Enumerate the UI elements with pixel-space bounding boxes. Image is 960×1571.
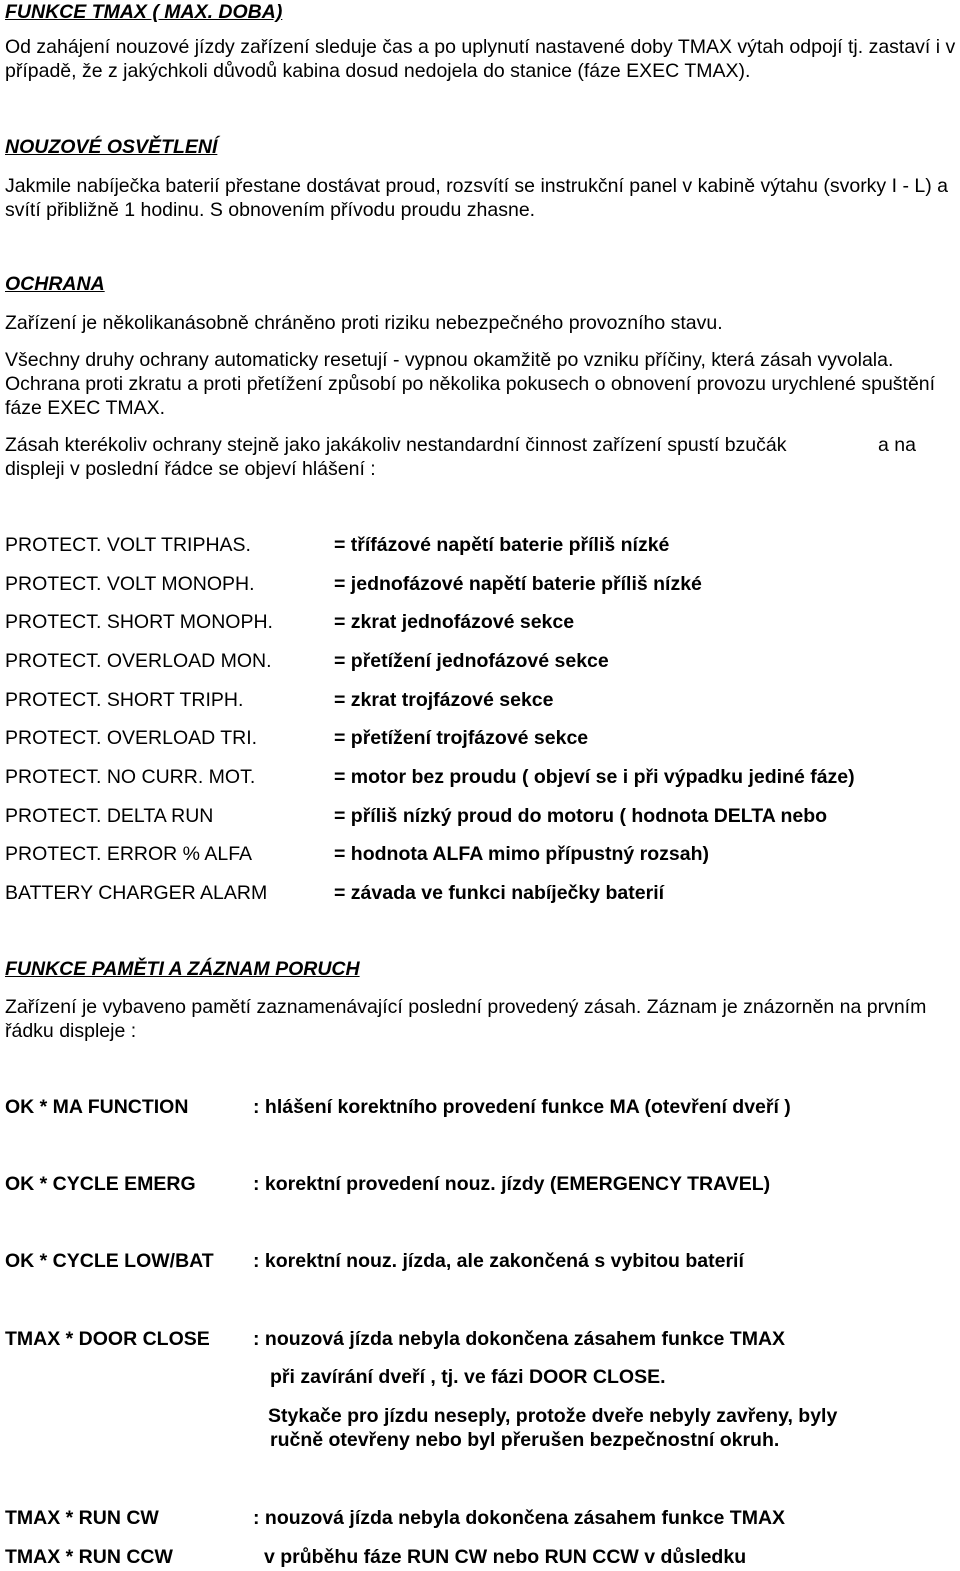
message-description: = zkrat trojfázové sekce <box>334 689 554 711</box>
tmax-heading: FUNKCE TMAX ( MAX. DOBA) <box>5 1 283 23</box>
memory-code: OK * MA FUNCTION <box>5 1096 189 1118</box>
protection-paragraph-3c: displeji v poslední řádce se objeví hlášení : <box>5 458 376 480</box>
protection-paragraph-3b: a na <box>878 434 916 456</box>
message-description: = jednofázové napětí baterie příliš nízké <box>334 573 702 595</box>
protection-paragraph-1: Zařízení je několikanásobně chráněno proti riziku nebezpečného provozního stavu. <box>5 312 723 334</box>
tmax-text: Od zahájení nouzové jízdy zařízení sleduje čas a po uplynutí nastavené doby TMAX výtah odpojí tj. zastaví i v případě, že z jakýchkoli důvodů kabina dosud nedojela do stanice (fáze EXEC TMAX). <box>5 36 956 82</box>
message-description: = přetížení trojfázové sekce <box>334 727 589 749</box>
memory-description: : korektní provedení nouz. jízdy (EMERGENCY TRAVEL) <box>253 1173 771 1195</box>
memory-code: OK * CYCLE LOW/BAT <box>5 1250 214 1272</box>
memory-code: TMAX * DOOR CLOSE <box>5 1328 210 1350</box>
message-description: = zkrat jednofázové sekce <box>334 611 575 633</box>
memory-code: TMAX * RUN CW <box>5 1507 159 1529</box>
memory-description: : korektní nouz. jízda, ale zakončená s vybitou baterií <box>253 1250 744 1272</box>
memory-description-continuation: Stykače pro jízdu neseply, protože dveře nebyly zavřeny, byly <box>268 1405 838 1427</box>
message-code: PROTECT. DELTA RUN <box>5 805 214 827</box>
protection-paragraph-2: Všechny druhy ochrany automaticky resetují - vypnou okamžitě po vzniku příčiny, která zásah vyvolala. Ochrana proti zkratu a proti přetížení způsobí po několika pokusech o obnovení provozu urychlené spuštění fáze EXEC TMAX. <box>5 349 936 419</box>
memory-description: : nouzová jízda nebyla dokončena zásahem funkce TMAX <box>253 1507 786 1529</box>
protection-paragraph-3a: Zásah kterékoliv ochrany stejně jako jakákoliv nestandardní činnost zařízení spustí bzučák <box>5 434 787 456</box>
memory-text: Zařízení je vybaveno pamětí zaznamenávající poslední provedený zásah. Záznam je znázorněn na prvním řádku displeje : <box>5 996 927 1042</box>
message-description: = hodnota ALFA mimo přípustný rozsah) <box>334 843 710 865</box>
message-code: PROTECT. VOLT MONOPH. <box>5 573 255 595</box>
memory-code: TMAX * RUN CCW <box>5 1546 173 1568</box>
memory-heading: FUNKCE PAMĚTI A ZÁZNAM PORUCH <box>5 958 360 980</box>
memory-description-continuation: při zavírání dveří , tj. ve fázi DOOR CLOSE. <box>270 1366 666 1388</box>
lighting-text: Jakmile nabíječka baterií přestane dostávat proud, rozsvítí se instrukční panel v kabině výtahu (svorky I - L) a svítí přibližně 1 hodinu. S obnovením přívodu proudu zhasne. <box>5 175 948 221</box>
message-description: = přetížení jednofázové sekce <box>334 650 609 672</box>
memory-code: OK * CYCLE EMERG <box>5 1173 196 1195</box>
message-code: BATTERY CHARGER ALARM <box>5 882 268 904</box>
message-code: PROTECT. SHORT TRIPH. <box>5 689 244 711</box>
message-description: = třífázové napětí baterie příliš nízké <box>334 534 670 556</box>
memory-description: : nouzová jízda nebyla dokončena zásahem funkce TMAX <box>253 1328 786 1350</box>
message-code: PROTECT. VOLT TRIPHAS. <box>5 534 251 556</box>
message-code: PROTECT. OVERLOAD MON. <box>5 650 272 672</box>
message-code: PROTECT. NO CURR. MOT. <box>5 766 256 788</box>
memory-description: v průběhu fáze RUN CW nebo RUN CCW v důsledku <box>264 1546 747 1568</box>
message-code: PROTECT. SHORT MONOPH. <box>5 611 273 633</box>
message-description: = motor bez proudu ( objeví se i při výpadku jediné fáze) <box>334 766 855 788</box>
memory-description-continuation: ručně otevřeny nebo byl přerušen bezpečnostní okruh. <box>270 1429 780 1451</box>
message-code: PROTECT. ERROR % ALFA <box>5 843 253 865</box>
protection-heading: OCHRANA <box>5 273 105 295</box>
message-code: PROTECT. OVERLOAD TRI. <box>5 727 258 749</box>
message-description: = závada ve funkci nabíječky baterií <box>334 882 665 904</box>
message-description: = příliš nízký proud do motoru ( hodnota DELTA nebo <box>334 805 828 827</box>
lighting-heading: NOUZOVÉ OSVĚTLENÍ <box>5 136 218 158</box>
memory-description: : hlášení korektního provedení funkce MA (otevření dveří ) <box>253 1096 791 1118</box>
